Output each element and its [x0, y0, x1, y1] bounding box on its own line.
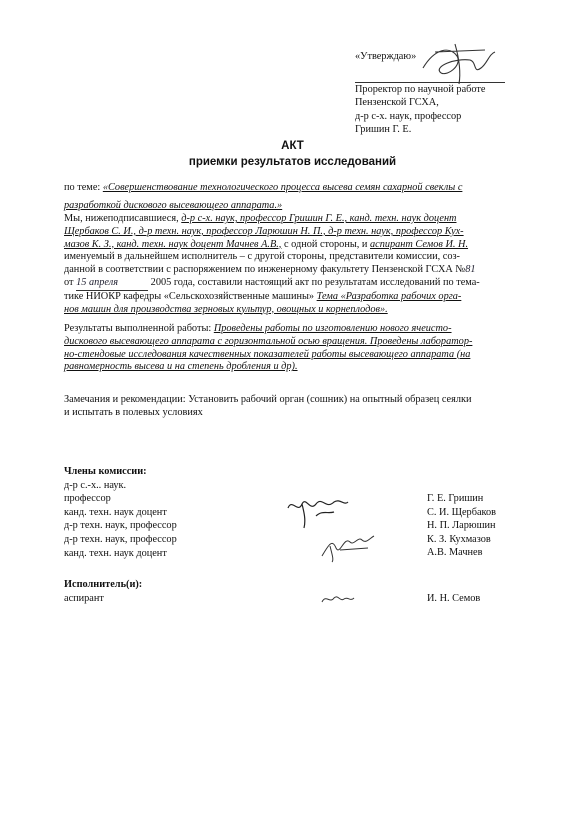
approval-line-4: Гришин Г. Е. — [355, 124, 412, 135]
executor-role: аспирант — [64, 592, 104, 604]
approval-line-1: Проректор по научной работе — [355, 83, 486, 95]
document-title: АКТ — [281, 140, 304, 152]
order-date: 15 апреля — [76, 277, 148, 291]
member-role: профессор — [64, 493, 111, 505]
para1-line3-executor: аспирант Семов И. Н. — [370, 238, 469, 250]
remarks-paragraph — [64, 394, 519, 420]
para1-line6-from: от — [64, 276, 77, 288]
results-line3: но-стендовые исследования качественных показателей работы высевающего аппарата (на — [64, 348, 471, 360]
approval-line-2: Пензенской ГСХА, — [355, 97, 439, 108]
para1-line7-theme: Тема «Разработка рабочих орга- — [316, 290, 462, 302]
commission-roles — [64, 465, 177, 560]
member-name: С. И. Щербаков — [427, 506, 497, 518]
order-number: 81 — [465, 264, 476, 276]
semov-signature-icon — [318, 590, 358, 608]
member-name: Н. П. Ларюшин — [427, 520, 496, 532]
para1-line2: Щербаков С. И., д-р техн. наук, профессор Ларюшин Н. П., д-р техн. наук, профессор Кух- — [64, 225, 464, 237]
commission-names — [427, 492, 496, 560]
shcherbakov-signature-icon — [282, 492, 352, 532]
results-label: Результаты выполненной работы: — [64, 323, 214, 334]
member-role: канд. техн. наук доцент — [64, 547, 167, 559]
executor-name: И. Н. Семов — [427, 593, 481, 604]
para1-line3-mid: с одной стороны, и — [281, 238, 370, 250]
topic-block — [64, 182, 519, 213]
topic-text-1: «Совершенствование технологического процесса высева семян сахарной свеклы с — [102, 182, 463, 193]
para1-line7: тике НИОКР кафедры «Сельскохозяйственные машины» — [64, 290, 317, 302]
executor-heading: Исполнитель(и): — [64, 579, 143, 590]
member-role: д-р техн. наук, профессор — [64, 520, 177, 532]
approval-header: «Утверждаю» — [355, 51, 417, 62]
para1-line3-members: мазов К. З., канд. техн. наук доцент Мачнев А.В., — [64, 238, 282, 250]
member-name: Г. Е. Гришин — [427, 493, 484, 504]
member-name: А.В. Мачнев — [427, 547, 483, 559]
member-role: д-р техн. наук, профессор — [64, 533, 177, 545]
results-line4: равномерность высева и на степень дробления и др). — [64, 361, 298, 373]
member-role: канд. техн. наук доцент — [64, 506, 167, 518]
para1-line8: нов машин для производства зерновых культур, овощных и корнеплодов». — [64, 303, 388, 315]
topic-prefix: по теме: — [64, 182, 103, 193]
remarks-line1: Замечания и рекомендации: Установить рабочий орган (сошник) на опытный образец сеялки — [64, 394, 472, 405]
topic-text-2: разработкой дискового высевающего аппарата.» — [64, 199, 283, 211]
member-name: К. З. Кухмазов — [427, 533, 491, 545]
kukhmazov-signature-icon — [318, 528, 378, 564]
executor-block — [64, 578, 142, 605]
para1-line1-start: Мы, нижеподписавшиеся, — [64, 213, 182, 224]
para1-line1-members: д-р с-х. наук, профессор Гришин Г. Е., канд. техн. наук доцент — [181, 213, 457, 224]
para1-line4: именуемый в дальнейшем исполнитель – с другой стороны, представители комиссии, соз- — [64, 251, 460, 263]
commission-heading: Члены комиссии: — [64, 466, 147, 477]
results-paragraph — [64, 323, 519, 374]
para1-line6-rest: 2005 года, составили настоящий акт по результатам исследований по тема- — [148, 276, 480, 288]
member-role: д-р с.-х.. наук. — [64, 479, 127, 491]
parties-paragraph — [64, 213, 519, 316]
document-subtitle: приемки результатов исследований — [188, 156, 397, 168]
results-line1: Проведены работы по изготовлению нового ячеисто- — [213, 323, 452, 334]
approval-line-3: д-р с-х. наук, профессор — [355, 110, 462, 122]
approver-signature-icon — [415, 38, 505, 86]
results-line2: дискового высевающего аппарата с горизонтальной осью вращения. Проведены лаборатор- — [64, 335, 473, 347]
para1-line5: данной в соответствии с распоряжением по инженерному факультету Пензенской ГСХА № — [64, 264, 466, 276]
remarks-line2: и испытать в полевых условиях — [64, 406, 203, 418]
